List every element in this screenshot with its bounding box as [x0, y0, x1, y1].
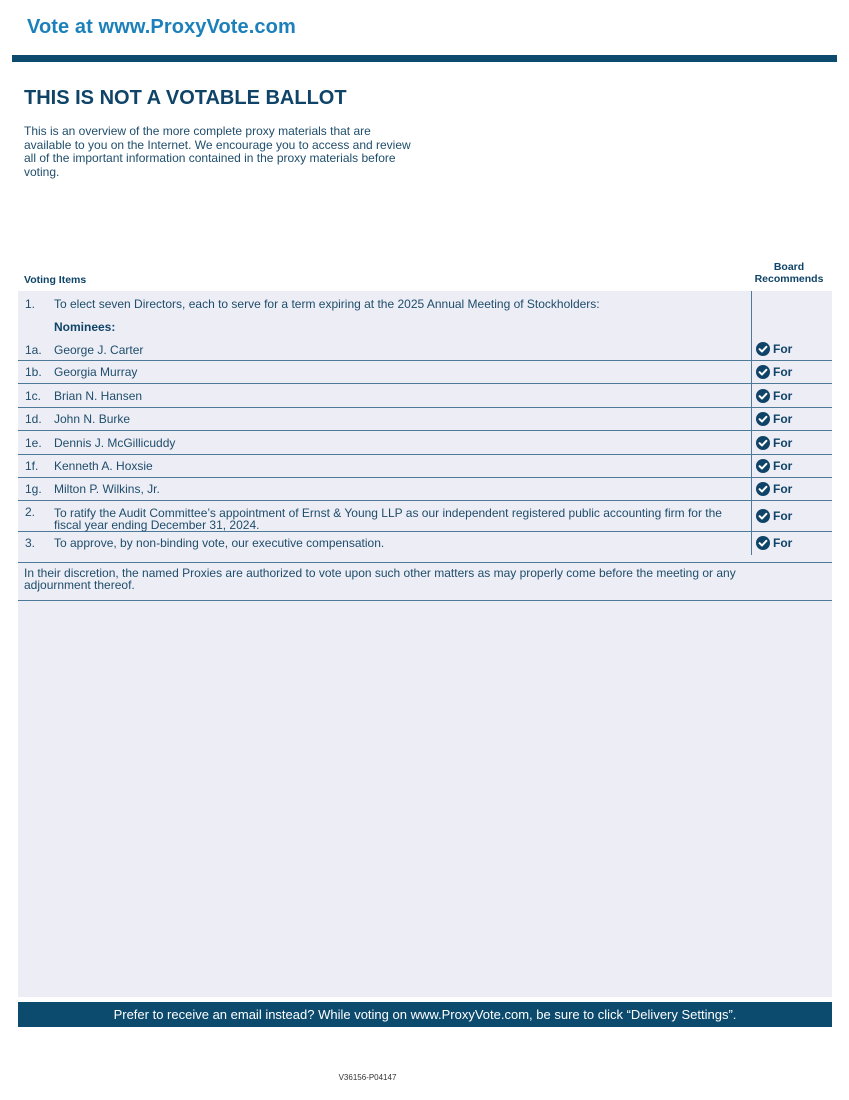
item-text: Milton P. Wilkins, Jr. [54, 482, 160, 496]
item-number: 1c. [25, 389, 42, 403]
notice-text: This is an overview of the more complete proxy materials that are available to you on the Internet. We encourage you to access and review all of the important information contained in the proxy materials before voting. [24, 124, 411, 179]
table-row [18, 532, 832, 563]
recommend-cell [751, 455, 832, 477]
item-text: To elect seven Directors, each to serve for a term expiring at the 2025 Annual Meeting of Stockholders: [54, 297, 600, 311]
item-text: Dennis J. McGillicuddy [54, 436, 176, 450]
table-row [18, 501, 832, 532]
discretion-note: In their discretion, the named Proxies are authorized to vote upon such other matters as may properly come before the meeting or any adjournment thereof. [24, 566, 736, 592]
board-recommends-header [748, 261, 830, 285]
check-circle-icon [756, 412, 770, 426]
recommend-for: For [773, 482, 793, 496]
recommend-cell [751, 384, 832, 407]
item-number: 1b. [25, 365, 42, 379]
item-number: 1f. [25, 459, 39, 473]
recommend-cell [751, 338, 832, 361]
check-circle-icon [756, 365, 770, 379]
check-circle-icon [756, 482, 770, 496]
table-row [18, 342, 832, 361]
check-circle-icon [756, 436, 770, 450]
item-text: To approve, by non-binding vote, our executive compensation. [54, 536, 385, 550]
item-number: 1d. [25, 412, 42, 426]
recommend-cell [751, 431, 832, 454]
recommend-for: For [773, 389, 793, 403]
item-text: Kenneth A. Hoxsie [54, 459, 153, 473]
recommend-for: For [773, 436, 793, 450]
board-header-line1: Board [773, 261, 805, 273]
item-number: 1a. [25, 343, 42, 357]
item-number: 3. [25, 536, 36, 550]
page-title: THIS IS NOT A VOTABLE BALLOT [24, 87, 347, 109]
item-number: 2. [25, 505, 36, 519]
item-text: George J. Carter [54, 343, 144, 357]
item-number: 1. [25, 297, 36, 311]
recommend-for: For [773, 365, 793, 379]
item-text: John N. Burke [54, 412, 131, 426]
table-row [18, 384, 832, 408]
recommend-cell [751, 478, 832, 500]
document-code: V36156-P04147 [338, 1073, 397, 1082]
board-header-line2: Recommends [754, 273, 824, 285]
delivery-settings-banner: Prefer to receive an email instead? While voting on www.ProxyVote.com, be sure to click “Delivery Settings”. [18, 1002, 832, 1027]
recommend-for: For [773, 509, 793, 523]
recommend-cell [751, 408, 832, 430]
recommend-cell [751, 532, 832, 555]
voting-items-header: Voting Items [24, 274, 87, 286]
nominees-label: Nominees: [54, 320, 116, 334]
check-circle-icon [756, 389, 770, 403]
check-circle-icon [756, 509, 770, 523]
recommend-for: For [773, 412, 793, 426]
recommend-cell [751, 361, 832, 383]
table-row [18, 478, 832, 501]
top-rule [12, 55, 837, 62]
table-row [18, 361, 832, 384]
item-text: To ratify the Audit Committee’s appointment of Ernst & Young LLP as our independent registered public accounting firm for the fiscal year ending December 31, 2024. [54, 506, 722, 532]
vote-link[interactable]: Vote at www.ProxyVote.com [27, 16, 296, 38]
check-circle-icon [756, 459, 770, 473]
recommend-cell [751, 501, 832, 531]
table-row [18, 455, 832, 478]
item-number: 1e. [25, 436, 42, 450]
table-row [18, 408, 832, 431]
item-text: Georgia Murray [54, 365, 138, 379]
check-circle-icon [756, 342, 770, 356]
recommend-for: For [773, 536, 793, 550]
recommend-for: For [773, 342, 793, 356]
table-row [18, 431, 832, 455]
item-number: 1g. [25, 482, 42, 496]
table-bottom-rule [18, 600, 832, 601]
recommend-for: For [773, 459, 793, 473]
table-row [18, 296, 832, 314]
item-text: Brian N. Hansen [54, 389, 143, 403]
check-circle-icon [756, 536, 770, 550]
